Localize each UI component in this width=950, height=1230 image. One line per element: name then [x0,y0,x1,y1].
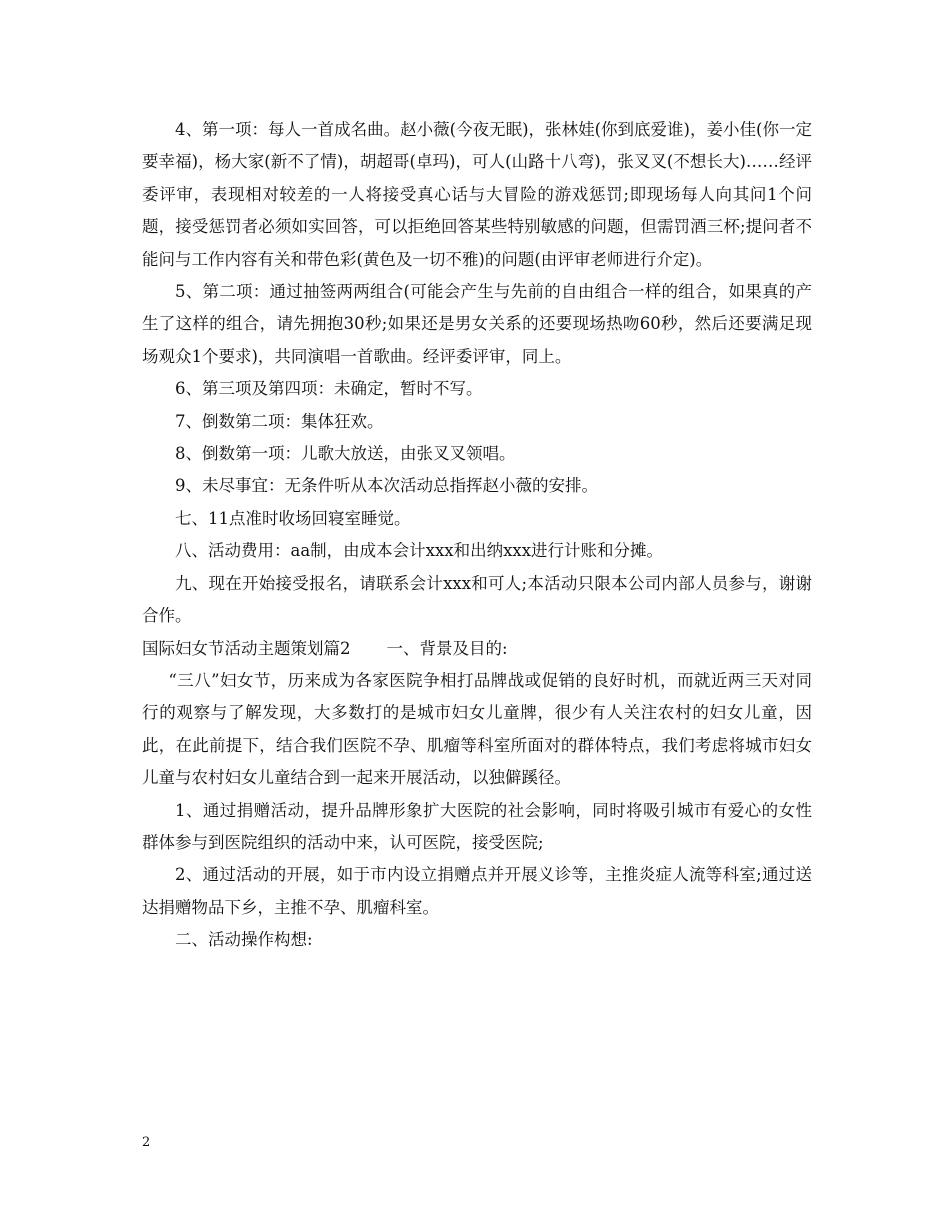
article-title: 国际妇女节活动主题策划篇2 [142,638,351,658]
paragraph-goal-2: 2、通过活动的开展，如于市内设立捐赠点并开展义诊等，主推炎症人流等科室;通过送达捐赠物品下乡，主推不孕、肌瘤科室。 [142,865,812,917]
paragraph-item-6: 6、第三项及第四项：未确定，暂时不写。 [175,379,483,399]
section-heading-background: 一、背景及目的: [386,638,508,658]
paragraph-goal-1: 1、通过捐赠活动，提升品牌形象扩大医院的社会影响，同时将吸引城市有爱心的女性群体参与到医院组织的活动中来，认可医院，接受医院; [142,800,812,852]
paragraph-item-5: 5、第二项：通过抽签两两组合(可能会产生与先前的自由组合一样的组合，如果真的产生了这样的组合，请先拥抱30秒;如果还是男女关系的还要现场热吻60秒，然后还要满足现场观众1个要求)，共同演唱一首歌曲。经评委评审，同上。 [142,282,812,366]
paragraph-section-7: 七、11点准时收场回寝室睡觉。 [175,508,411,528]
paragraph-section-8: 八、活动费用：aa制，由成本会计xxx和出纳xxx进行计账和分摊。 [175,541,664,561]
paragraph-item-9: 9、未尽事宜：无条件听从本次活动总指挥赵小薇的安排。 [175,476,598,496]
article-heading [142,633,812,665]
page-number: 2 [142,1135,151,1150]
paragraph-item-4: 4、第一项：每人一首成名曲。赵小薇(今夜无眠)，张林娃(你到底爱谁)，姜小佳(你一定要幸福)，杨大家(新不了情)，胡超哥(卓玛)，可人(山路十八弯)，张叉叉(不想长大)……经评委评审，表现相对较差的一人将接受真心话与大冒险的游戏惩罚;即现场每人向其问1个问题，接受惩罚者必须如实回答，可以拒绝回答某些特别敏感的问题，但需罚酒三杯;提问者不能问与工作内容有关和带色彩(黄色及一切不雅)的问题(由评审老师进行介定)。 [142,120,812,269]
section-heading-operation: 二、活动操作构想: [175,930,313,950]
paragraph-item-7: 7、倒数第二项：集体狂欢。 [175,411,384,431]
paragraph-background: “三八”妇女节，历来成为各家医院争相打品牌战或促销的良好时机，而就近两三天对同行的观察与了解发现，大多数打的是城市妇女儿童牌，很少有人关注农村的妇女儿童，因此，在此前提下，结合我们医院不孕、肌瘤等科室所面对的群体特点，我们考虑将城市妇女儿童与农村妇女儿童结合到一起来开展活动，以独僻蹊径。 [142,670,812,788]
paragraph-section-9: 九、现在开始接受报名，请联系会计xxx和可人;本活动只限本公司内部人员参与，谢谢合作。 [142,573,812,626]
document-body [142,114,812,957]
paragraph-item-8: 8、倒数第一项：儿歌大放送，由张叉叉领唱。 [175,444,516,464]
